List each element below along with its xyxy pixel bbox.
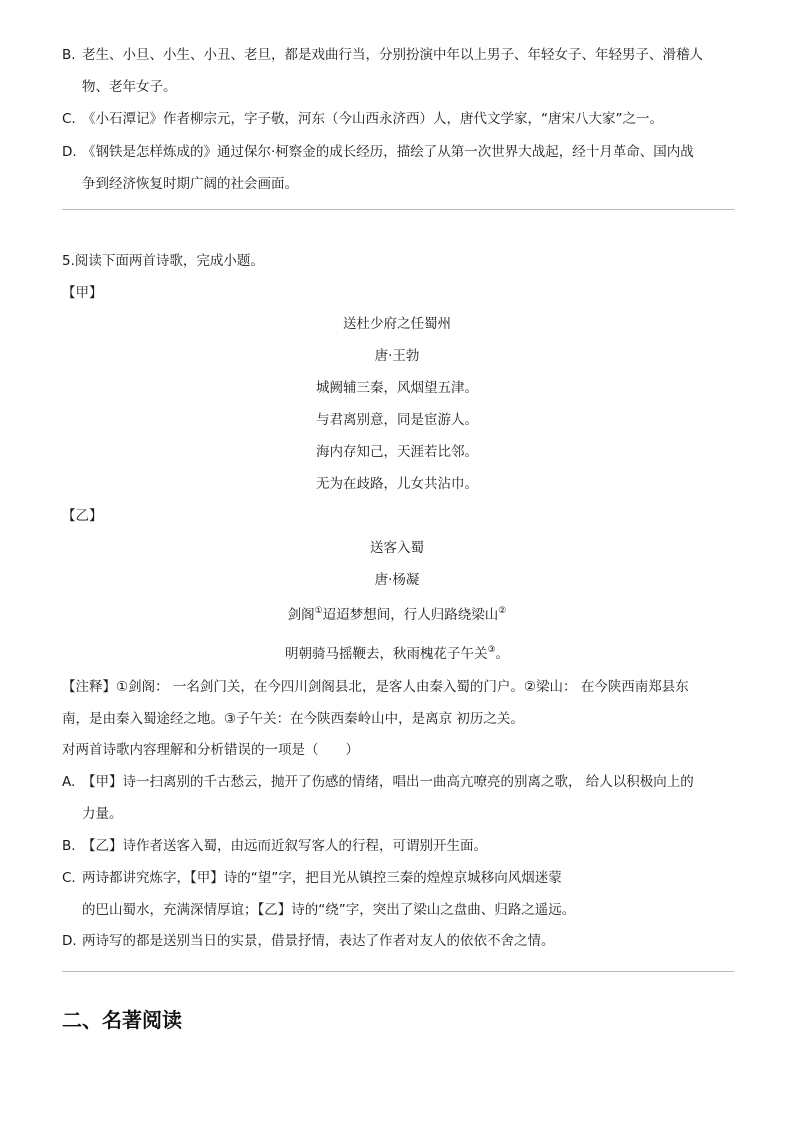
- question-prompt: 对两首诗歌内容理解和分析错误的一项是（ ）: [62, 742, 359, 758]
- q5-option-c-text-cont: 的巴山蜀水，充满深情厚谊；【乙】诗的“绕”字，突出了梁山之盘曲、归路之遥远。: [82, 902, 576, 918]
- footnote-mark-1: ①: [314, 606, 323, 616]
- poem-b-line-1: [0, 606, 794, 624]
- q5-option-d-label: D.: [62, 933, 77, 949]
- poem-a-line-1: 城阙辅三秦，风烟望五津。: [316, 380, 478, 396]
- q5-option-c-label: C.: [62, 870, 76, 886]
- poem-b-marker: 【乙】: [62, 508, 103, 524]
- footnote-mark-2: ②: [498, 606, 507, 616]
- option-b-label: B.: [62, 47, 76, 63]
- option-c-text: 《小石潭记》作者柳宗元，字子敬，河东（今山西永济西）人，唐代文学家，“唐宋八大家”之一。: [82, 111, 663, 127]
- poem-a-marker: 【甲】: [62, 285, 103, 301]
- q5-option-d-text: 两诗写的都是送别当日的实景，借景抒情，表达了作者对友人的依依不舍之情。: [82, 933, 555, 949]
- divider: [62, 971, 734, 972]
- poem-a-line-4: 无为在歧路，儿女共沾巾。: [316, 476, 478, 492]
- option-b-text-cont: 物、老年女子。: [82, 79, 177, 95]
- poem-b-line-2-part-2: 。: [495, 646, 510, 662]
- annotation-note-cont: 南，是由秦入蜀途经之地。③子午关：在今陕西秦岭山中，是离京 初历之关。: [62, 711, 524, 727]
- divider: [62, 209, 734, 210]
- q5-option-b-text: 【乙】诗作者送客入蜀，由远而近叙写客人的行程，可谓别开生面。: [82, 838, 487, 854]
- question-stem: 5.阅读下面两首诗歌，完成小题。: [62, 253, 264, 269]
- poem-b-author: 唐·杨凝: [374, 572, 420, 588]
- poem-b-line-2-part-1: 明朝骑马摇鞭去，秋雨槐花子午关: [284, 646, 488, 662]
- option-d-text: 《钢铁是怎样炼成的》通过保尔·柯察金的成长经历，描绘了从第一次世界大战起，经十月革命、国内战: [82, 144, 694, 160]
- option-d-label: D.: [62, 144, 77, 160]
- q5-option-c-text: 两诗都讲究炼字，【甲】诗的“望”字，把目光从镇控三秦的煌煌京城移向风烟迷蒙: [82, 870, 562, 886]
- q5-option-a-text-cont: 力量。: [82, 806, 123, 822]
- option-c-label: C.: [62, 111, 76, 127]
- poem-b-line-1-part-1: 剑阁: [287, 607, 315, 623]
- annotation-note: 【注释】①剑阁： 一名剑门关，在今四川剑阁县北，是客人由秦入蜀的门户。②梁山： 在今陕西南郑县东: [62, 679, 689, 695]
- poem-b-line-2: [0, 645, 794, 663]
- q5-option-b-label: B.: [62, 838, 76, 854]
- poem-a-author: 唐·王勃: [374, 348, 420, 364]
- poem-a-line-3: 海内存知己，天涯若比邻。: [316, 444, 478, 460]
- option-d-text-cont: 争到经济恢复时期广阔的社会画面。: [82, 176, 298, 192]
- q5-option-a-label: A.: [62, 774, 76, 790]
- poem-a-line-2: 与君离别意，同是宦游人。: [316, 412, 478, 428]
- footnote-mark-3: ③: [487, 645, 496, 655]
- poem-a-title: 送杜少府之任蜀州: [343, 316, 451, 332]
- q5-option-a-text: 【甲】诗一扫离别的千古愁云，抛开了伤感的情绪，唱出一曲高亢嘹亮的别离之歌， 给人以积极向上的: [82, 774, 694, 790]
- poem-b-title: 送客入蜀: [370, 540, 424, 556]
- poem-b-line-1-part-2: 迢迢梦想间，行人归路绕梁山: [322, 607, 499, 623]
- section-heading: 二、名著阅读: [62, 1008, 182, 1032]
- option-b-text: 老生、小旦、小生、小丑、老旦，都是戏曲行当，分别扮演中年以上男子、年轻女子、年轻男子、滑稽人: [82, 47, 703, 63]
